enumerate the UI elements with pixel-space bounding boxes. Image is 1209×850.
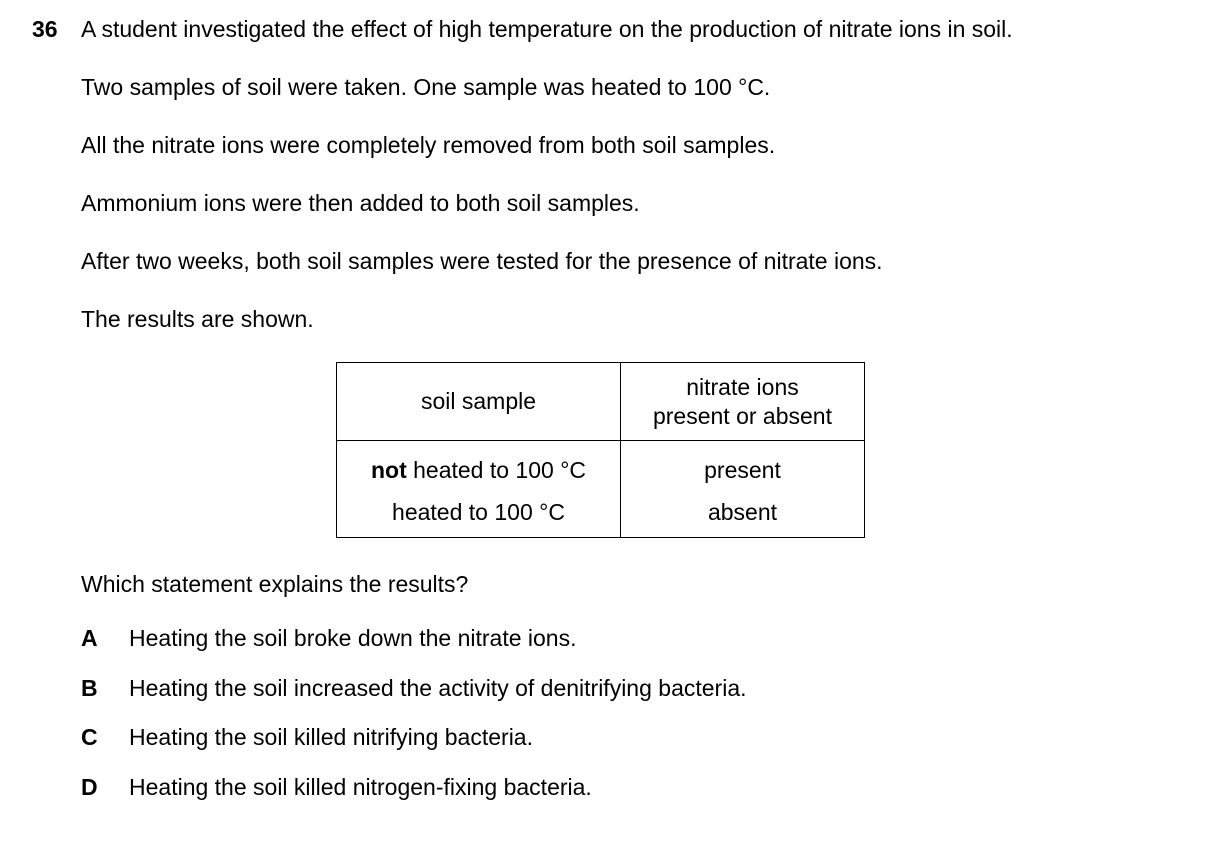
option-text: Heating the soil killed nitrifying bacteria. <box>129 724 533 750</box>
option-a[interactable] <box>81 625 577 652</box>
paragraph-4: After two weeks, both soil samples were tested for the presence of nitrate ions. <box>81 248 883 274</box>
question-prompt: Which statement explains the results? <box>81 571 469 597</box>
option-text: Heating the soil increased the activity of denitrifying bacteria. <box>129 675 747 701</box>
option-text: Heating the soil killed nitrogen-fixing bacteria. <box>129 774 592 800</box>
paragraph-3: Ammonium ions were then added to both soil samples. <box>81 190 640 216</box>
table-row <box>337 499 865 538</box>
option-b[interactable] <box>81 675 747 702</box>
table-row <box>337 441 865 500</box>
option-d[interactable] <box>81 774 592 801</box>
cell-result: present <box>621 441 865 500</box>
option-letter: B <box>81 675 98 701</box>
paragraph-2: All the nitrate ions were completely removed from both soil samples. <box>81 132 776 158</box>
option-letter: D <box>81 774 98 800</box>
table-header-row <box>337 363 865 441</box>
paragraph-5: The results are shown. <box>81 306 314 332</box>
header-nitrate-ions-line1: nitrate ions <box>686 373 799 400</box>
cell-sample: heated to 100 °C <box>337 499 621 538</box>
option-text: Heating the soil broke down the nitrate ions. <box>129 625 577 651</box>
header-soil-sample: soil sample <box>337 363 621 441</box>
emphasis-not: not <box>370 456 407 483</box>
option-letter: A <box>81 625 98 651</box>
option-letter: C <box>81 724 98 750</box>
option-c[interactable] <box>81 724 533 751</box>
header-nitrate-ions <box>621 363 865 441</box>
results-table <box>336 362 865 538</box>
question-stem: A student investigated the effect of high temperature on the production of nitrate ions in soil. <box>81 16 1013 42</box>
question-number: 36 <box>32 16 58 42</box>
cell-result: absent <box>621 499 865 538</box>
header-nitrate-ions-line2: present or absent <box>652 402 832 429</box>
cell-sample: not heated to 100 °C <box>337 441 621 500</box>
paragraph-1: Two samples of soil were taken. One sample was heated to 100 °C. <box>81 74 771 100</box>
